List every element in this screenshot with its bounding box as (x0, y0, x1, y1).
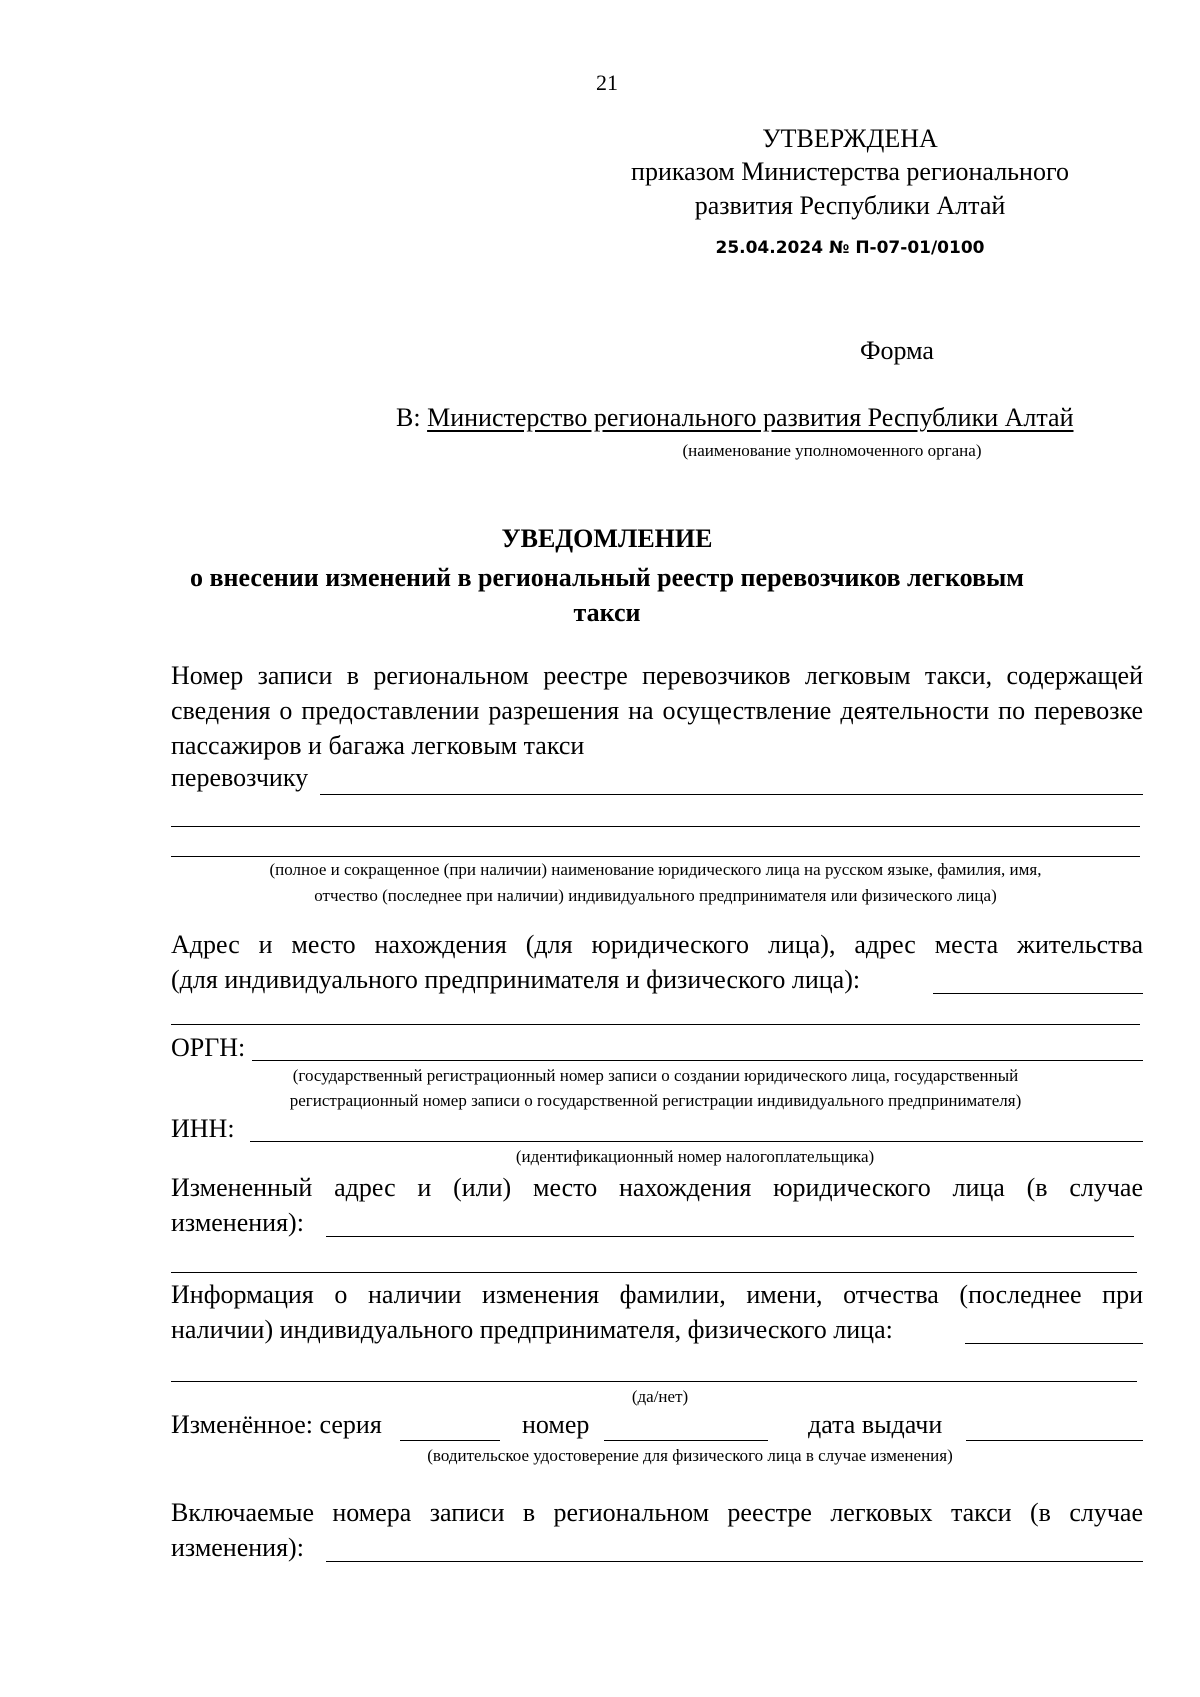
carrier-hint-line1: (полное и сокращенное (при наличии) наименование юридического лица на русском языке, фамилия, имя, (269, 860, 1042, 879)
name-change-field[interactable] (965, 1343, 1143, 1344)
included-numbers-label-line2: изменения): (171, 1533, 304, 1562)
approval-date-number: 25.04.2024 № П-07-01/0100 (715, 238, 985, 258)
name-change-label-line2: наличии) индивидуального предпринимателя, физического лица: (171, 1315, 893, 1344)
inn-field[interactable] (250, 1141, 1143, 1142)
included-numbers-field[interactable] (326, 1561, 1143, 1562)
yes-no-hint: (да/нет) (631, 1387, 689, 1406)
page-number: 21 (596, 70, 618, 95)
carrier-field-line3[interactable] (171, 856, 1140, 857)
ogrn-hint-line1: (государственный регистрационный номер записи о создании юридического лица, государственный (292, 1066, 1019, 1085)
approval-title: УТВЕРЖДЕНА (762, 124, 938, 153)
inn-hint: (идентификационный номер налогоплательщика) (515, 1147, 875, 1166)
number-field[interactable] (604, 1440, 768, 1441)
notice-subtitle-line2: такси (573, 598, 641, 627)
series-field[interactable] (400, 1440, 500, 1441)
carrier-hint-line2: отчество (последнее при наличии) индивидуального предпринимателя или физического лица) (314, 886, 997, 905)
carrier-field-line2[interactable] (171, 826, 1140, 827)
recipient-line (396, 403, 1074, 433)
issue-date-field[interactable] (966, 1440, 1143, 1441)
approval-line2: развития Республики Алтай (694, 191, 1006, 220)
approval-line1: приказом Министерства регионального (631, 157, 1069, 186)
license-hint: (водительское удостоверение для физического лица в случае изменения) (427, 1446, 953, 1465)
changed-series-label: Изменённое: серия (171, 1410, 382, 1439)
notice-subtitle-line1: о внесении изменений в региональный реестр перевозчиков легковым (189, 563, 1025, 592)
number-label: номер (522, 1410, 590, 1439)
form-label: Форма (860, 336, 934, 365)
recipient-prefix: В: (396, 403, 421, 432)
issue-date-label: дата выдачи (808, 1410, 943, 1439)
address-label-line1: Адрес и место нахождения (для юридического лица), адрес места жительства (171, 930, 1143, 959)
ogrn-field[interactable] (252, 1060, 1143, 1061)
changed-address-label-line2: изменения): (171, 1208, 304, 1237)
inn-label: ИНН: (171, 1114, 235, 1143)
changed-address-field[interactable] (326, 1236, 1134, 1237)
address-field[interactable] (933, 993, 1143, 994)
address-field-line2[interactable] (171, 1024, 1140, 1025)
recipient-organization: Министерство регионального развития Республики Алтай (427, 403, 1074, 432)
record-number-text: Номер записи в региональном реестре перевозчиков легковым такси, содержащей сведения о предоставлении разрешения на осуществление деятельности по перевозке пассажиров и багажа легковым такси (171, 661, 1143, 760)
changed-address-label-line1: Измененный адрес и (или) место нахождения юридического лица (в случае (171, 1173, 1143, 1202)
recipient-hint: (наименование уполномоченного органа) (682, 441, 982, 460)
changed-address-field-line2[interactable] (171, 1272, 1137, 1273)
carrier-field[interactable] (320, 794, 1143, 795)
ogrn-label: ОРГН: (171, 1033, 246, 1062)
name-change-field-line2[interactable] (171, 1381, 1137, 1382)
included-numbers-label-line1: Включаемые номера записи в региональном реестре легковых такси (в случае (171, 1498, 1143, 1527)
name-change-label-line1: Информация о наличии изменения фамилии, имени, отчества (последнее при (171, 1280, 1143, 1309)
ogrn-hint-line2: регистрационный номер записи о государственной регистрации индивидуального предпринимателя) (289, 1091, 1022, 1110)
carrier-label: перевозчику (171, 763, 309, 792)
address-label-line2: (для индивидуального предпринимателя и физического лица): (171, 965, 861, 994)
notice-title: УВЕДОМЛЕНИЕ (501, 524, 713, 553)
